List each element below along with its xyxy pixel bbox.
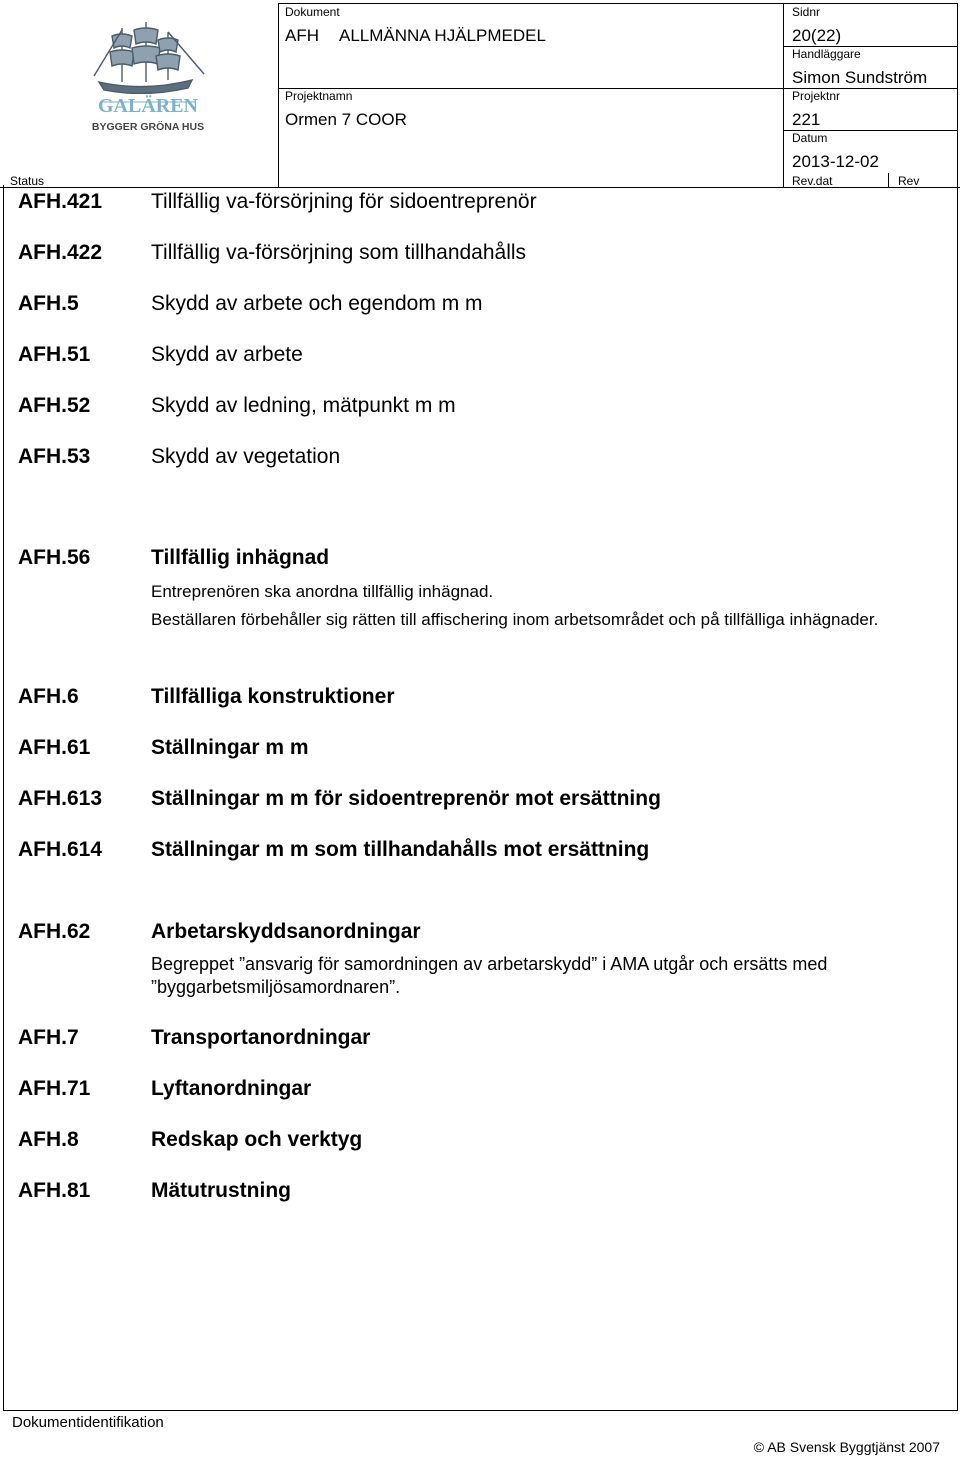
handler-value: Simon Sundström (792, 68, 928, 87)
section-code: AFH.61 (18, 736, 91, 759)
paragraph: Beställaren förbehåller sig rätten till affischering inom arbetsområdet och på tillfälliga inhägnader. (151, 610, 879, 629)
page-frame-left (3, 185, 4, 1411)
section-code: AFH.5 (18, 292, 79, 315)
section-title: Redskap och verktyg (151, 1128, 363, 1151)
document-label: Dokument (285, 5, 340, 19)
document-id-label: Dokumentidentifikation (12, 1414, 164, 1431)
section-text (151, 953, 881, 999)
page-frame-bottom (3, 1410, 958, 1411)
section-title: Lyftanordningar (151, 1077, 312, 1100)
document-name: ALLMÄNNA HJÄLPMEDEL (339, 26, 546, 45)
section-code: AFH.421 (18, 190, 103, 213)
paragraph: Begreppet ”ansvarig för samordningen av arbetarskydd” i AMA utgår och ersätts med ”byggarbetsmiljösamordnaren”. (151, 954, 828, 997)
section-title: Skydd av ledning, mätpunkt m m (151, 394, 456, 417)
handler-label: Handläggare (792, 47, 861, 61)
section-title: Ställningar m m (151, 736, 309, 759)
section-text (151, 580, 881, 631)
section-code: AFH.51 (18, 343, 91, 366)
project-name-value: Ormen 7 COOR (285, 110, 407, 129)
date-label: Datum (792, 131, 828, 145)
document-code: AFH (285, 26, 319, 45)
date-value: 2013-12-02 (792, 152, 879, 171)
section-title: Tillfällig va-försörjning som tillhandahålls (151, 241, 527, 264)
ship-icon (94, 22, 204, 94)
header-divider (783, 3, 784, 188)
section-code: AFH.7 (18, 1026, 79, 1049)
section-code: AFH.6 (18, 685, 79, 708)
section-title: Ställningar m m som tillhandahålls mot ersättning (151, 838, 650, 861)
section-title: Tillfälliga konstruktioner (151, 685, 395, 708)
header-divider (278, 88, 958, 89)
section-code: AFH.53 (18, 445, 91, 468)
section-title: Skydd av arbete (151, 343, 303, 366)
status-label: Status (10, 174, 45, 188)
section-code: AFH.71 (18, 1077, 91, 1100)
header-divider (888, 173, 889, 188)
company-logo (64, 18, 230, 134)
rev-label: Rev (898, 174, 920, 188)
project-name-label: Projektnamn (285, 89, 353, 103)
revdate-label: Rev.dat (792, 174, 833, 188)
section-title: Skydd av vegetation (151, 445, 341, 468)
project-no-value: 221 (792, 110, 821, 129)
section-code: AFH.614 (18, 838, 103, 861)
header-divider (957, 3, 958, 188)
section-title: Arbetarskyddsanordningar (151, 920, 421, 943)
header-divider (278, 3, 958, 4)
section-title: Tillfällig inhägnad (151, 546, 330, 569)
section-code: AFH.81 (18, 1179, 91, 1202)
section-code: AFH.52 (18, 394, 91, 417)
section-code: AFH.56 (18, 546, 91, 569)
section-title: Skydd av arbete och egendom m m (151, 292, 483, 315)
page-value: 20(22) (792, 26, 842, 45)
page-label: Sidnr (792, 5, 821, 19)
logo-tagline-text: BYGGER GRÖNA HUS (91, 121, 205, 133)
page-frame-right (957, 185, 958, 1411)
section-title: Tillfällig va-försörjning för sidoentreprenör (151, 190, 537, 213)
header-divider (278, 3, 279, 188)
section-title: Transportanordningar (151, 1026, 371, 1049)
copyright-text: © AB Svensk Byggtjänst 2007 (753, 1439, 940, 1455)
section-title: Ställningar m m för sidoentreprenör mot ersättning (151, 787, 661, 810)
section-code: AFH.8 (18, 1128, 79, 1151)
paragraph: Entreprenören ska anordna tillfällig inhägnad. (151, 582, 494, 601)
section-code: AFH.62 (18, 920, 91, 943)
section-code: AFH.422 (18, 241, 103, 264)
project-no-label: Projektnr (792, 89, 841, 103)
logo-brand-text: GALÄREN (97, 95, 199, 117)
section-title: Mätutrustning (151, 1179, 291, 1202)
section-code: AFH.613 (18, 787, 103, 810)
